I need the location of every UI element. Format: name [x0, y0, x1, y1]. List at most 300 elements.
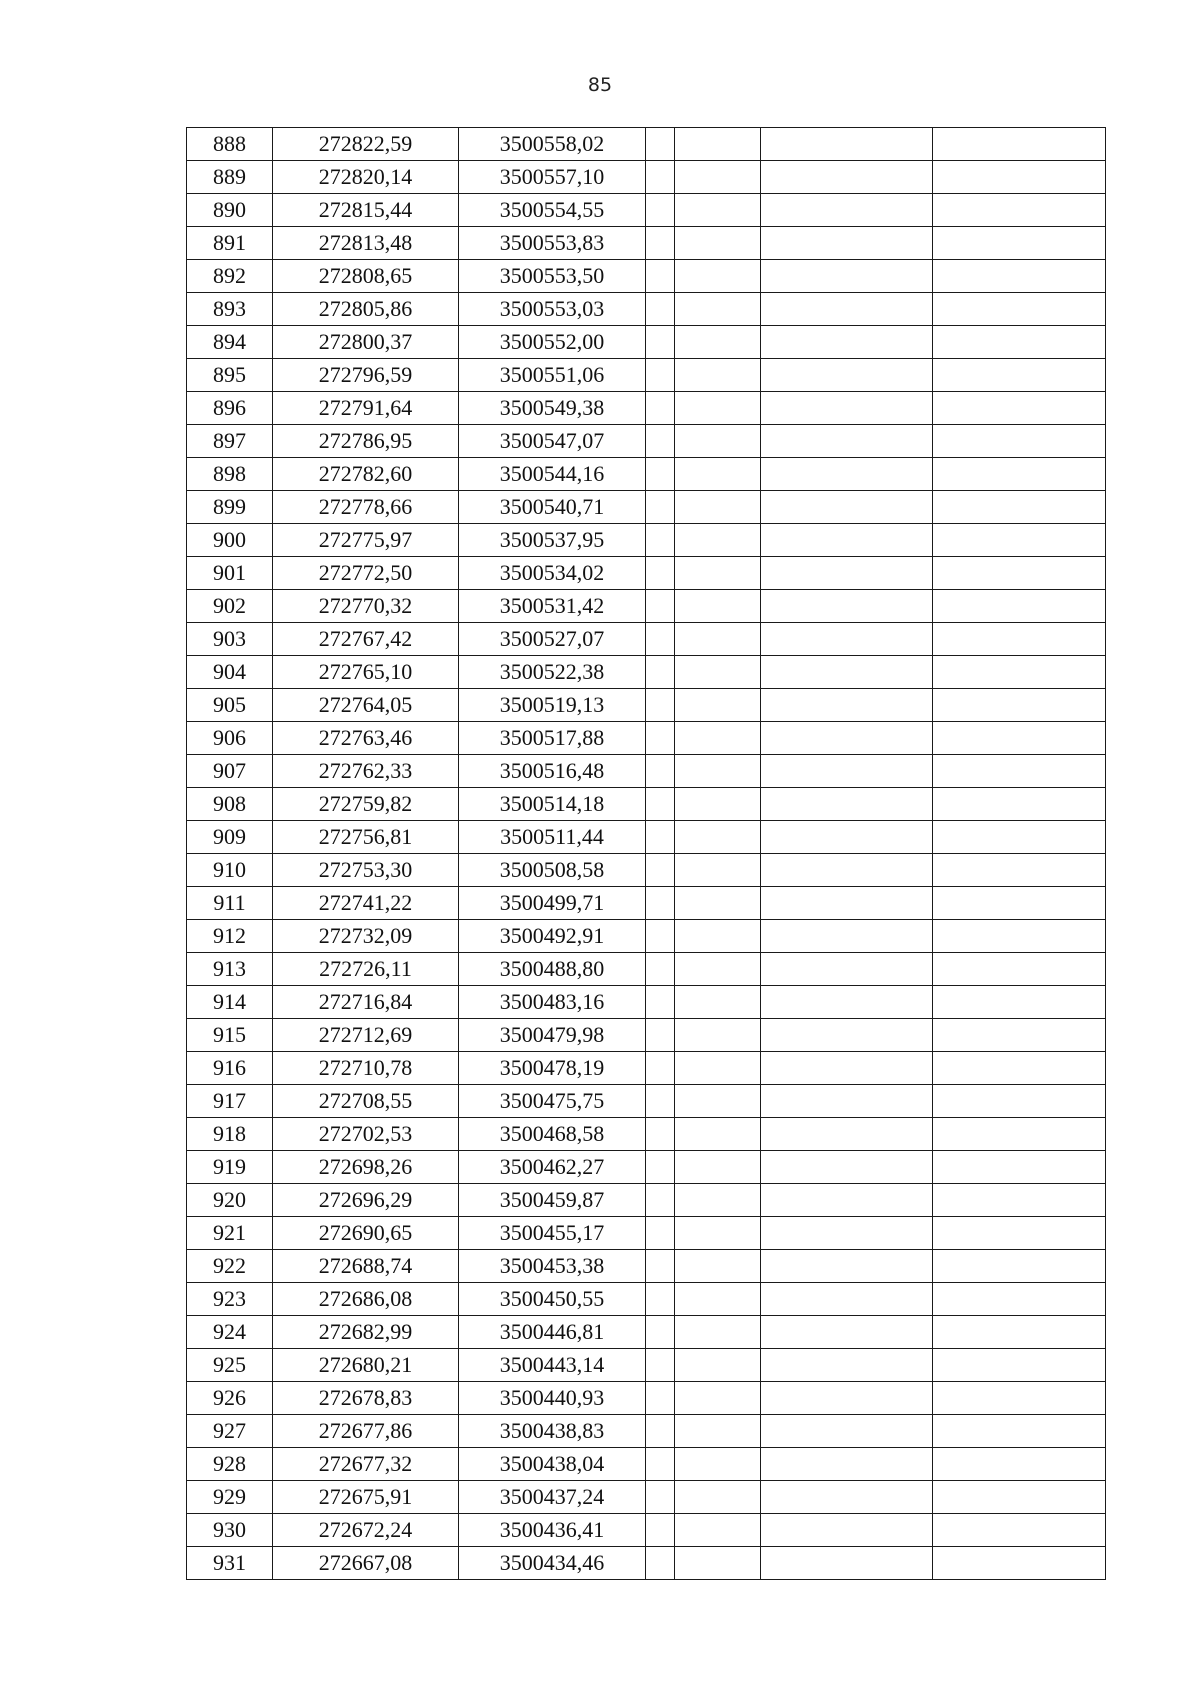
x-coordinate-cell: 272791,64	[273, 392, 459, 425]
table-row	[187, 920, 1106, 953]
empty-cell	[646, 821, 675, 854]
empty-cell	[761, 1052, 933, 1085]
y-coordinate-cell: 3500437,24	[459, 1481, 646, 1514]
empty-cell	[646, 920, 675, 953]
empty-cell	[933, 887, 1106, 920]
empty-cell	[646, 1118, 675, 1151]
empty-cell	[646, 425, 675, 458]
y-coordinate-cell: 3500519,13	[459, 689, 646, 722]
empty-cell	[675, 1547, 761, 1580]
table-row	[187, 755, 1106, 788]
empty-cell	[675, 260, 761, 293]
empty-cell	[646, 887, 675, 920]
empty-cell	[675, 1514, 761, 1547]
empty-cell	[761, 458, 933, 491]
empty-cell	[761, 1547, 933, 1580]
empty-cell	[646, 1415, 675, 1448]
x-coordinate-cell: 272696,29	[273, 1184, 459, 1217]
empty-cell	[646, 1316, 675, 1349]
x-coordinate-cell: 272759,82	[273, 788, 459, 821]
y-coordinate-cell: 3500547,07	[459, 425, 646, 458]
x-coordinate-cell: 272675,91	[273, 1481, 459, 1514]
empty-cell	[646, 128, 675, 161]
empty-cell	[933, 1184, 1106, 1217]
y-coordinate-cell: 3500459,87	[459, 1184, 646, 1217]
empty-cell	[761, 1250, 933, 1283]
empty-cell	[761, 1481, 933, 1514]
empty-cell	[761, 326, 933, 359]
empty-cell	[761, 854, 933, 887]
y-coordinate-cell: 3500540,71	[459, 491, 646, 524]
empty-cell	[646, 854, 675, 887]
table-row	[187, 623, 1106, 656]
empty-cell	[646, 227, 675, 260]
empty-cell	[646, 1217, 675, 1250]
empty-cell	[933, 656, 1106, 689]
x-coordinate-cell: 272820,14	[273, 161, 459, 194]
empty-cell	[933, 1052, 1106, 1085]
empty-cell	[933, 821, 1106, 854]
empty-cell	[761, 392, 933, 425]
y-coordinate-cell: 3500475,75	[459, 1085, 646, 1118]
table-row	[187, 326, 1106, 359]
empty-cell	[646, 392, 675, 425]
empty-cell	[761, 1085, 933, 1118]
table-row	[187, 1217, 1106, 1250]
x-coordinate-cell: 272764,05	[273, 689, 459, 722]
point-number-cell: 927	[187, 1415, 273, 1448]
empty-cell	[675, 1085, 761, 1118]
point-number-cell: 895	[187, 359, 273, 392]
point-number-cell: 892	[187, 260, 273, 293]
point-number-cell: 918	[187, 1118, 273, 1151]
table-row	[187, 1415, 1106, 1448]
empty-cell	[933, 689, 1106, 722]
empty-cell	[675, 788, 761, 821]
point-number-cell: 921	[187, 1217, 273, 1250]
x-coordinate-cell: 272678,83	[273, 1382, 459, 1415]
table-row	[187, 986, 1106, 1019]
empty-cell	[675, 524, 761, 557]
empty-cell	[675, 1184, 761, 1217]
empty-cell	[933, 920, 1106, 953]
empty-cell	[675, 1349, 761, 1382]
empty-cell	[761, 953, 933, 986]
y-coordinate-cell: 3500455,17	[459, 1217, 646, 1250]
y-coordinate-cell: 3500462,27	[459, 1151, 646, 1184]
point-number-cell: 915	[187, 1019, 273, 1052]
empty-cell	[933, 293, 1106, 326]
empty-cell	[933, 854, 1106, 887]
empty-cell	[933, 1019, 1106, 1052]
table-row	[187, 854, 1106, 887]
x-coordinate-cell: 272772,50	[273, 557, 459, 590]
empty-cell	[761, 1316, 933, 1349]
empty-cell	[933, 227, 1106, 260]
empty-cell	[761, 821, 933, 854]
empty-cell	[933, 128, 1106, 161]
empty-cell	[646, 1052, 675, 1085]
empty-cell	[761, 1382, 933, 1415]
y-coordinate-cell: 3500483,16	[459, 986, 646, 1019]
table-row	[187, 1316, 1106, 1349]
x-coordinate-cell: 272822,59	[273, 128, 459, 161]
table-row	[187, 128, 1106, 161]
x-coordinate-cell: 272726,11	[273, 953, 459, 986]
empty-cell	[675, 1118, 761, 1151]
table-row	[187, 1283, 1106, 1316]
table-row	[187, 557, 1106, 590]
x-coordinate-cell: 272805,86	[273, 293, 459, 326]
empty-cell	[646, 557, 675, 590]
y-coordinate-cell: 3500450,55	[459, 1283, 646, 1316]
x-coordinate-cell: 272770,32	[273, 590, 459, 623]
x-coordinate-cell: 272778,66	[273, 491, 459, 524]
empty-cell	[761, 1217, 933, 1250]
empty-cell	[761, 689, 933, 722]
y-coordinate-cell: 3500553,50	[459, 260, 646, 293]
empty-cell	[646, 1019, 675, 1052]
y-coordinate-cell: 3500544,16	[459, 458, 646, 491]
x-coordinate-cell: 272762,33	[273, 755, 459, 788]
empty-cell	[933, 359, 1106, 392]
empty-cell	[675, 392, 761, 425]
x-coordinate-cell: 272677,32	[273, 1448, 459, 1481]
empty-cell	[675, 1151, 761, 1184]
empty-cell	[646, 359, 675, 392]
empty-cell	[761, 590, 933, 623]
empty-cell	[675, 1415, 761, 1448]
empty-cell	[675, 1217, 761, 1250]
empty-cell	[646, 161, 675, 194]
table-row	[187, 491, 1106, 524]
x-coordinate-cell: 272813,48	[273, 227, 459, 260]
point-number-cell: 926	[187, 1382, 273, 1415]
empty-cell	[761, 920, 933, 953]
table-row	[187, 359, 1106, 392]
x-coordinate-cell: 272716,84	[273, 986, 459, 1019]
empty-cell	[675, 1316, 761, 1349]
empty-cell	[646, 1184, 675, 1217]
point-number-cell: 908	[187, 788, 273, 821]
table-row	[187, 722, 1106, 755]
empty-cell	[933, 392, 1106, 425]
empty-cell	[933, 1481, 1106, 1514]
empty-cell	[675, 425, 761, 458]
x-coordinate-cell: 272753,30	[273, 854, 459, 887]
empty-cell	[646, 1151, 675, 1184]
y-coordinate-cell: 3500553,83	[459, 227, 646, 260]
empty-cell	[675, 821, 761, 854]
table-row	[187, 821, 1106, 854]
y-coordinate-cell: 3500478,19	[459, 1052, 646, 1085]
point-number-cell: 916	[187, 1052, 273, 1085]
x-coordinate-cell: 272702,53	[273, 1118, 459, 1151]
point-number-cell: 896	[187, 392, 273, 425]
table-row	[187, 887, 1106, 920]
point-number-cell: 931	[187, 1547, 273, 1580]
x-coordinate-cell: 272708,55	[273, 1085, 459, 1118]
empty-cell	[761, 788, 933, 821]
x-coordinate-cell: 272680,21	[273, 1349, 459, 1382]
empty-cell	[933, 1151, 1106, 1184]
x-coordinate-cell: 272710,78	[273, 1052, 459, 1085]
point-number-cell: 917	[187, 1085, 273, 1118]
table-row	[187, 524, 1106, 557]
empty-cell	[761, 986, 933, 1019]
x-coordinate-cell: 272782,60	[273, 458, 459, 491]
empty-cell	[646, 986, 675, 1019]
point-number-cell: 904	[187, 656, 273, 689]
table-row	[187, 425, 1106, 458]
y-coordinate-cell: 3500468,58	[459, 1118, 646, 1151]
y-coordinate-cell: 3500552,00	[459, 326, 646, 359]
table-row	[187, 1481, 1106, 1514]
empty-cell	[675, 557, 761, 590]
y-coordinate-cell: 3500434,46	[459, 1547, 646, 1580]
point-number-cell: 905	[187, 689, 273, 722]
point-number-cell: 928	[187, 1448, 273, 1481]
empty-cell	[646, 755, 675, 788]
y-coordinate-cell: 3500553,03	[459, 293, 646, 326]
y-coordinate-cell: 3500479,98	[459, 1019, 646, 1052]
point-number-cell: 909	[187, 821, 273, 854]
empty-cell	[933, 986, 1106, 1019]
y-coordinate-cell: 3500549,38	[459, 392, 646, 425]
y-coordinate-cell: 3500557,10	[459, 161, 646, 194]
table-row	[187, 227, 1106, 260]
empty-cell	[761, 755, 933, 788]
empty-cell	[675, 491, 761, 524]
page-number: 85	[587, 74, 613, 96]
empty-cell	[761, 623, 933, 656]
y-coordinate-cell: 3500446,81	[459, 1316, 646, 1349]
table-row	[187, 1118, 1106, 1151]
table-row	[187, 788, 1106, 821]
empty-cell	[933, 194, 1106, 227]
table-row	[187, 293, 1106, 326]
empty-cell	[675, 623, 761, 656]
point-number-cell: 898	[187, 458, 273, 491]
point-number-cell: 922	[187, 1250, 273, 1283]
empty-cell	[761, 491, 933, 524]
empty-cell	[646, 1547, 675, 1580]
x-coordinate-cell: 272712,69	[273, 1019, 459, 1052]
empty-cell	[761, 161, 933, 194]
empty-cell	[675, 920, 761, 953]
table-row	[187, 260, 1106, 293]
y-coordinate-cell: 3500453,38	[459, 1250, 646, 1283]
empty-cell	[761, 524, 933, 557]
table-row	[187, 1250, 1106, 1283]
x-coordinate-cell: 272690,65	[273, 1217, 459, 1250]
point-number-cell: 888	[187, 128, 273, 161]
empty-cell	[761, 1514, 933, 1547]
x-coordinate-cell: 272775,97	[273, 524, 459, 557]
empty-cell	[933, 1118, 1106, 1151]
empty-cell	[675, 227, 761, 260]
empty-cell	[933, 1217, 1106, 1250]
y-coordinate-cell: 3500440,93	[459, 1382, 646, 1415]
empty-cell	[646, 722, 675, 755]
x-coordinate-cell: 272815,44	[273, 194, 459, 227]
empty-cell	[761, 887, 933, 920]
x-coordinate-cell: 272677,86	[273, 1415, 459, 1448]
empty-cell	[933, 1316, 1106, 1349]
x-coordinate-cell: 272800,37	[273, 326, 459, 359]
empty-cell	[761, 1448, 933, 1481]
y-coordinate-cell: 3500488,80	[459, 953, 646, 986]
empty-cell	[675, 1052, 761, 1085]
empty-cell	[646, 524, 675, 557]
empty-cell	[761, 656, 933, 689]
empty-cell	[933, 1250, 1106, 1283]
point-number-cell: 923	[187, 1283, 273, 1316]
empty-cell	[675, 656, 761, 689]
point-number-cell: 900	[187, 524, 273, 557]
x-coordinate-cell: 272688,74	[273, 1250, 459, 1283]
empty-cell	[646, 953, 675, 986]
empty-cell	[761, 1019, 933, 1052]
empty-cell	[761, 293, 933, 326]
y-coordinate-cell: 3500443,14	[459, 1349, 646, 1382]
empty-cell	[646, 623, 675, 656]
empty-cell	[933, 161, 1106, 194]
empty-cell	[933, 953, 1106, 986]
empty-cell	[761, 1283, 933, 1316]
y-coordinate-cell: 3500514,18	[459, 788, 646, 821]
table-row	[187, 656, 1106, 689]
y-coordinate-cell: 3500531,42	[459, 590, 646, 623]
y-coordinate-cell: 3500554,55	[459, 194, 646, 227]
empty-cell	[646, 1283, 675, 1316]
empty-cell	[933, 623, 1106, 656]
empty-cell	[761, 1349, 933, 1382]
table-row	[187, 1019, 1106, 1052]
empty-cell	[675, 722, 761, 755]
y-coordinate-cell: 3500508,58	[459, 854, 646, 887]
point-number-cell: 911	[187, 887, 273, 920]
table-row	[187, 1382, 1106, 1415]
empty-cell	[933, 722, 1106, 755]
x-coordinate-cell: 272732,09	[273, 920, 459, 953]
table-row	[187, 392, 1106, 425]
table-row	[187, 590, 1106, 623]
empty-cell	[675, 326, 761, 359]
point-number-cell: 906	[187, 722, 273, 755]
y-coordinate-cell: 3500436,41	[459, 1514, 646, 1547]
point-number-cell: 897	[187, 425, 273, 458]
empty-cell	[933, 458, 1106, 491]
empty-cell	[933, 755, 1106, 788]
empty-cell	[646, 1514, 675, 1547]
point-number-cell: 901	[187, 557, 273, 590]
y-coordinate-cell: 3500537,95	[459, 524, 646, 557]
y-coordinate-cell: 3500527,07	[459, 623, 646, 656]
empty-cell	[646, 1085, 675, 1118]
empty-cell	[675, 293, 761, 326]
empty-cell	[933, 590, 1106, 623]
empty-cell	[675, 755, 761, 788]
table-row	[187, 1547, 1106, 1580]
y-coordinate-cell: 3500551,06	[459, 359, 646, 392]
empty-cell	[675, 194, 761, 227]
y-coordinate-cell: 3500499,71	[459, 887, 646, 920]
empty-cell	[761, 1184, 933, 1217]
empty-cell	[675, 887, 761, 920]
empty-cell	[646, 656, 675, 689]
point-number-cell: 914	[187, 986, 273, 1019]
empty-cell	[646, 788, 675, 821]
empty-cell	[933, 1349, 1106, 1382]
x-coordinate-cell: 272765,10	[273, 656, 459, 689]
empty-cell	[761, 722, 933, 755]
empty-cell	[646, 1382, 675, 1415]
x-coordinate-cell: 272698,26	[273, 1151, 459, 1184]
empty-cell	[646, 194, 675, 227]
x-coordinate-cell: 272808,65	[273, 260, 459, 293]
table-row	[187, 161, 1106, 194]
empty-cell	[675, 1019, 761, 1052]
table-row	[187, 1052, 1106, 1085]
empty-cell	[646, 1349, 675, 1382]
empty-cell	[675, 128, 761, 161]
table-row	[187, 1514, 1106, 1547]
point-number-cell: 919	[187, 1151, 273, 1184]
empty-cell	[933, 1547, 1106, 1580]
x-coordinate-cell: 272756,81	[273, 821, 459, 854]
empty-cell	[646, 293, 675, 326]
point-number-cell: 894	[187, 326, 273, 359]
table-row	[187, 194, 1106, 227]
empty-cell	[675, 458, 761, 491]
empty-cell	[675, 1250, 761, 1283]
empty-cell	[675, 1448, 761, 1481]
empty-cell	[761, 1118, 933, 1151]
empty-cell	[933, 788, 1106, 821]
y-coordinate-cell: 3500492,91	[459, 920, 646, 953]
point-number-cell: 893	[187, 293, 273, 326]
empty-cell	[933, 491, 1106, 524]
x-coordinate-cell: 272767,42	[273, 623, 459, 656]
empty-cell	[675, 359, 761, 392]
point-number-cell: 913	[187, 953, 273, 986]
empty-cell	[675, 953, 761, 986]
x-coordinate-cell: 272682,99	[273, 1316, 459, 1349]
empty-cell	[646, 326, 675, 359]
empty-cell	[761, 1151, 933, 1184]
table-row	[187, 1349, 1106, 1382]
empty-cell	[675, 161, 761, 194]
table-row	[187, 1151, 1106, 1184]
point-number-cell: 912	[187, 920, 273, 953]
empty-cell	[933, 260, 1106, 293]
empty-cell	[675, 986, 761, 1019]
empty-cell	[761, 425, 933, 458]
empty-cell	[761, 194, 933, 227]
x-coordinate-cell: 272786,95	[273, 425, 459, 458]
empty-cell	[761, 128, 933, 161]
coordinates-table	[186, 127, 1106, 1580]
y-coordinate-cell: 3500511,44	[459, 821, 646, 854]
point-number-cell: 907	[187, 755, 273, 788]
point-number-cell: 929	[187, 1481, 273, 1514]
x-coordinate-cell: 272686,08	[273, 1283, 459, 1316]
empty-cell	[933, 557, 1106, 590]
empty-cell	[933, 1448, 1106, 1481]
y-coordinate-cell: 3500534,02	[459, 557, 646, 590]
table-row	[187, 1448, 1106, 1481]
